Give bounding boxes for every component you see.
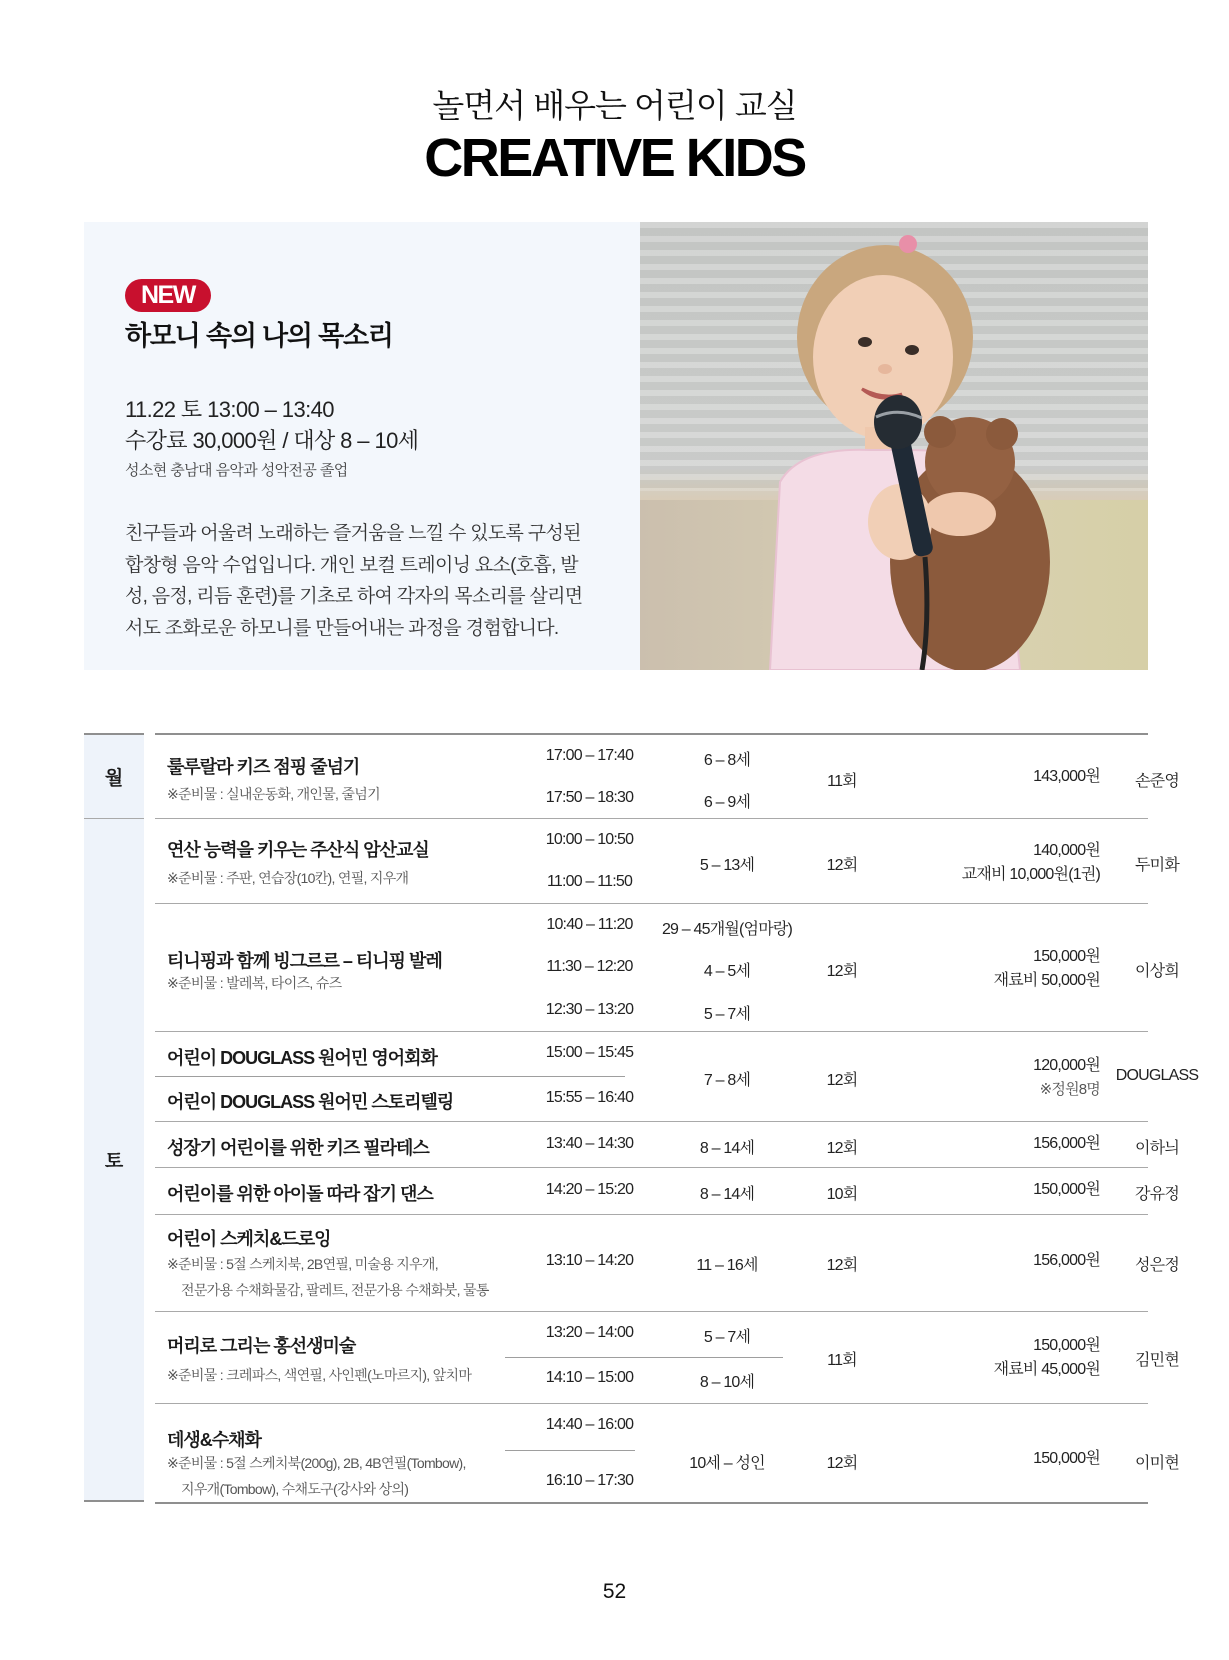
course-name: 어린이 DOUGLASS 원어민 영어회화 [167, 1048, 437, 1068]
course-sessions: 12회 [826, 1455, 858, 1472]
course-price: 156,000원 [1033, 1135, 1100, 1152]
course-time: 16:10 – 17:30 [545, 1472, 634, 1489]
table-row [155, 1031, 1199, 1121]
course-teacher: 김민현 [1135, 1352, 1179, 1369]
course-price: 150,000원 [1033, 948, 1100, 965]
page-number: 52 [602, 1580, 627, 1603]
course-material-fee: 재료비 45,000원 [993, 1361, 1100, 1378]
course-age: 6 – 9세 [703, 794, 751, 811]
girl-singing-illustration [640, 222, 1148, 670]
course-age: 8 – 14세 [699, 1140, 755, 1157]
featured-class-teacher: 성소현 충남대 음악과 성악전공 졸업 [125, 462, 348, 479]
course-price: 150,000원 [1033, 1181, 1100, 1198]
course-time: 14:20 – 15:20 [545, 1181, 634, 1198]
course-sessions: 12회 [826, 1072, 858, 1089]
course-time: 11:30 – 12:20 [546, 958, 633, 975]
course-sessions: 12회 [826, 1257, 858, 1274]
course-time: 13:40 – 14:30 [545, 1135, 634, 1152]
day-label-monday: 월 [104, 768, 124, 789]
course-capacity-note: ※정원8명 [1039, 1081, 1100, 1098]
course-age: 29 – 45개월(엄마랑) [661, 921, 793, 938]
course-price: 156,000원 [1033, 1252, 1100, 1269]
featured-class-date: 11.22 토 13:00 – 13:40 [125, 397, 334, 422]
course-teacher: 두미화 [1135, 857, 1179, 874]
course-name: 데생&수채화 [167, 1430, 261, 1450]
table-row [155, 733, 1179, 818]
course-sessions: 10회 [826, 1186, 858, 1203]
featured-class-description: 친구들과 어울려 노래하는 즐거움을 느낄 수 있도록 구성된 합창형 음악 수업입니다. 개인 보컬 트레이닝 요소(호흡, 발성, 음정, 리듬 훈련)를 기초로 하여 각자의 목소리를 살리면서도 조화로운 하모니를 만들어내는 과정을 경험합니다. [125, 523, 583, 639]
course-price: 140,000원 [1033, 842, 1100, 859]
course-prep: ※준비물 : 5절 스케치북, 2B연필, 미술용 지우개, [167, 1256, 438, 1272]
page-title: CREATIVE KIDS [424, 128, 805, 188]
page-header [0, 86, 1229, 188]
table-row [155, 1403, 1179, 1502]
course-material-fee: 교재비 10,000원(1권) [961, 866, 1100, 883]
course-age: 4 – 5세 [703, 963, 751, 980]
course-teacher: 이하늬 [1135, 1140, 1179, 1157]
course-price: 150,000원 [1033, 1450, 1100, 1467]
course-age: 5 – 7세 [703, 1329, 751, 1346]
featured-class-title: 하모니 속의 나의 목소리 [125, 321, 393, 351]
course-time: 15:00 – 15:45 [545, 1044, 634, 1061]
course-time: 12:30 – 13:20 [545, 1001, 634, 1018]
course-name: 어린이를 위한 아이돌 따라 잡기 댄스 [167, 1184, 433, 1204]
sub-row-divider [505, 1450, 635, 1451]
course-material-fee: 재료비 50,000원 [993, 972, 1100, 989]
course-time: 11:00 – 11:50 [546, 873, 633, 890]
table-bottom-border [155, 1502, 1148, 1504]
course-prep: ※준비물 : 주판, 연습장(10칸), 연필, 지우개 [167, 870, 409, 886]
course-prep: ※준비물 : 발레복, 타이즈, 슈즈 [167, 975, 342, 991]
course-prep: ※준비물 : 크레파스, 색연필, 사인펜(노마르지), 앞치마 [167, 1367, 472, 1383]
day-label-saturday: 토 [104, 1151, 124, 1172]
course-prep: ※준비물 : 실내운동화, 개인물, 줄넘기 [167, 786, 380, 802]
new-badge: NEW [125, 279, 211, 312]
course-age: 10세 – 성인 [689, 1455, 765, 1472]
table-row [155, 1214, 1179, 1311]
table-row [155, 1311, 1179, 1403]
course-price: 120,000원 [1033, 1057, 1100, 1074]
featured-class [84, 222, 1148, 670]
course-name: 머리로 그리는 홍선생미술 [167, 1336, 356, 1356]
table-row [155, 903, 1179, 1031]
course-name: 룰루랄라 키즈 점핑 줄넘기 [167, 757, 360, 777]
course-name: 어린이 DOUGLASS 원어민 스토리텔링 [167, 1092, 454, 1112]
sub-row-divider [155, 1076, 625, 1077]
course-prep-continued: 지우개(Tombow), 수채도구(강사와 상의) [181, 1481, 409, 1497]
course-name: 성장기 어린이를 위한 키즈 필라테스 [167, 1138, 429, 1158]
course-name: 어린이 스케치&드로잉 [167, 1229, 331, 1249]
course-time: 17:00 – 17:40 [545, 747, 634, 764]
course-time: 14:10 – 15:00 [545, 1369, 634, 1386]
course-sessions: 12회 [826, 963, 858, 980]
course-time: 10:40 – 11:20 [546, 916, 633, 933]
course-teacher: 이상희 [1135, 963, 1179, 980]
course-age: 6 – 8세 [703, 752, 751, 769]
course-prep-continued: 전문가용 수채화물감, 팔레트, 전문가용 수채화붓, 물통 [181, 1282, 489, 1298]
course-name: 연산 능력을 키우는 주산식 암산교실 [167, 840, 429, 860]
course-teacher: 강유정 [1135, 1186, 1179, 1203]
course-age: 8 – 10세 [699, 1374, 755, 1391]
page-subtitle: 놀면서 배우는 어린이 교실 [432, 87, 797, 124]
featured-class-fee: 수강료 30,000원 / 대상 8 – 10세 [125, 428, 419, 453]
course-time: 13:10 – 14:20 [545, 1252, 634, 1269]
course-age: 11 – 16세 [696, 1257, 758, 1274]
course-sessions: 12회 [826, 1140, 858, 1157]
course-time: 14:40 – 16:00 [545, 1416, 634, 1433]
course-time: 13:20 – 14:00 [545, 1324, 634, 1341]
sub-row-divider [505, 1357, 783, 1358]
course-teacher: 성은정 [1135, 1257, 1179, 1274]
course-sessions: 12회 [826, 857, 858, 874]
course-age: 7 – 8세 [703, 1072, 751, 1089]
table-row [155, 1121, 1179, 1167]
course-prep: ※준비물 : 5절 스케치북(200g), 2B, 4B연필(Tombow), [167, 1455, 466, 1471]
course-price: 150,000원 [1033, 1337, 1100, 1354]
featured-class-photo [640, 222, 1148, 670]
course-time: 15:55 – 16:40 [545, 1089, 634, 1106]
course-teacher: DOUGLASS [1115, 1067, 1199, 1084]
course-time: 17:50 – 18:30 [545, 789, 634, 806]
course-price: 143,000원 [1033, 768, 1100, 785]
course-age: 5 – 13세 [699, 857, 755, 874]
course-sessions: 11회 [827, 1352, 857, 1369]
course-teacher: 손준영 [1135, 773, 1179, 790]
course-sessions: 11회 [827, 773, 857, 790]
table-row [155, 1167, 1179, 1214]
featured-class-info [84, 222, 640, 670]
course-time: 10:00 – 10:50 [545, 831, 634, 848]
course-name: 티니핑과 함께 빙그르르 – 티니핑 발레 [167, 951, 442, 971]
course-age: 8 – 14세 [699, 1186, 755, 1203]
course-teacher: 이미현 [1135, 1455, 1179, 1472]
course-age: 5 – 7세 [703, 1006, 751, 1023]
table-row [155, 818, 1179, 903]
